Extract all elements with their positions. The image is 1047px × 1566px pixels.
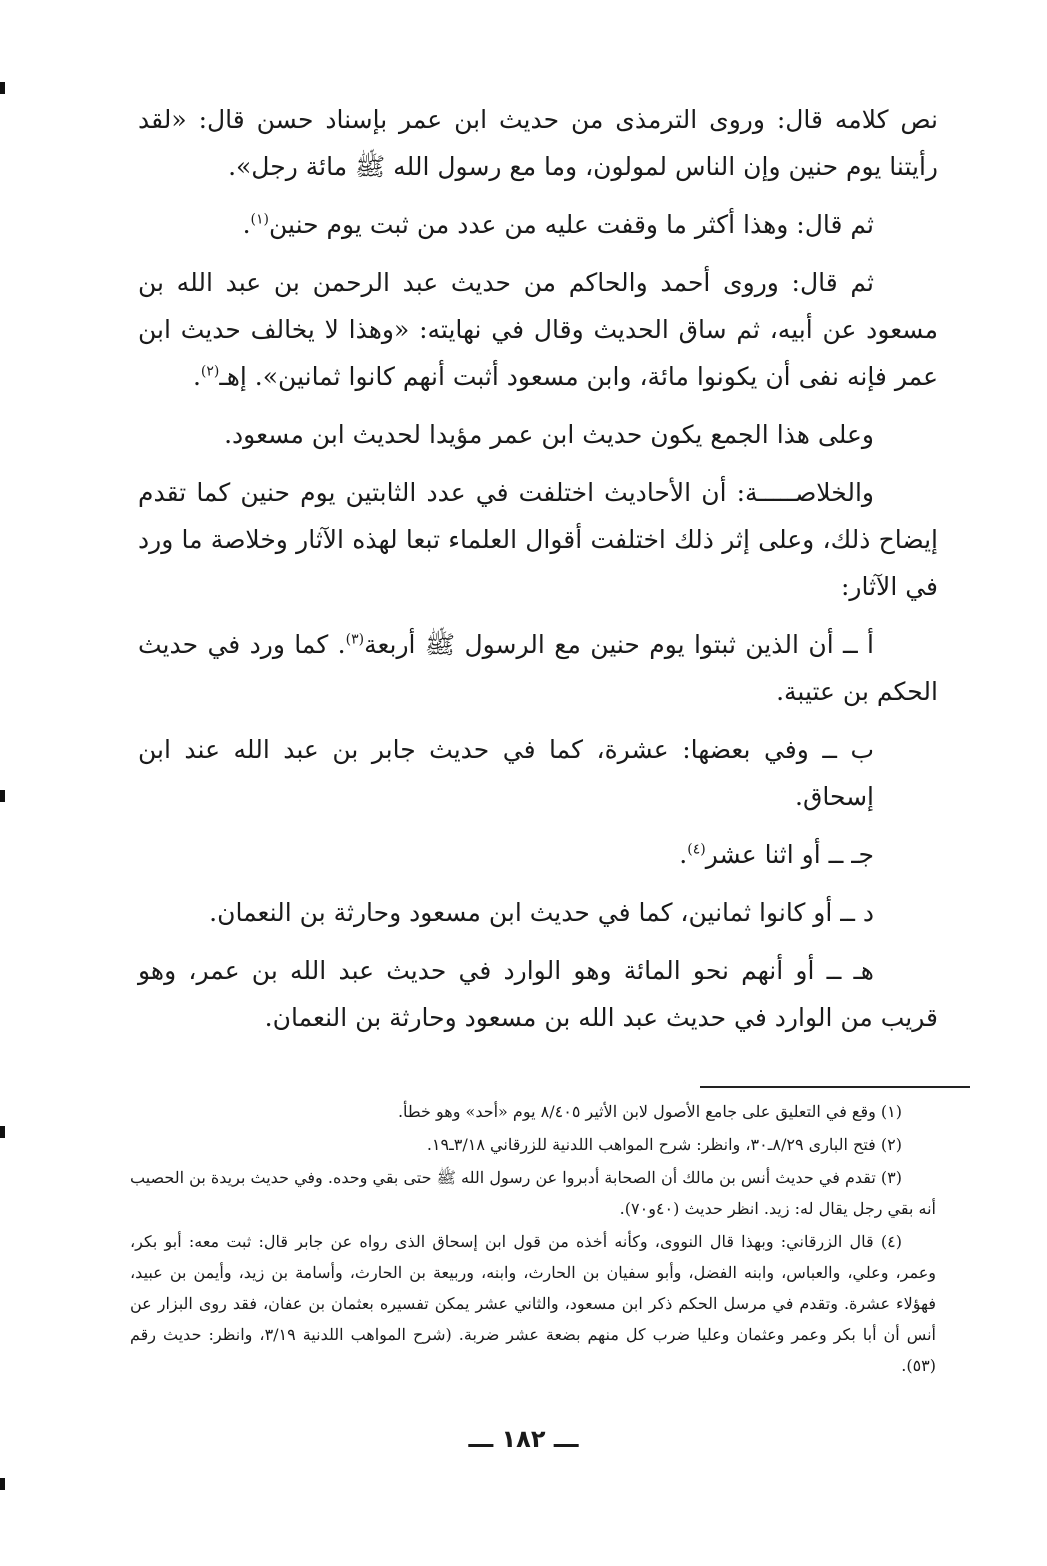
scan-edge-mark <box>0 82 5 94</box>
footnotes <box>130 1096 936 1383</box>
scan-edge-mark <box>0 1478 5 1490</box>
paragraph: وعلى هذا الجمع يكون حديث ابن عمر مؤيدا لحديث ابن مسعود. <box>224 420 874 449</box>
footnote: (٣) تقدم في حديث أنس بن مالك أن الصحابة أدبروا عن رسول الله ﷺ حتى بقي وحده. وفي حديث بريدة بن الحصيب أنه بقي رجل يقال له: زيد. انظر حديث (٤٠و٧٠). <box>130 1168 936 1218</box>
footnote: (٤) قال الزرقاني: وبهذا قال النووى، وكأنه أخذه من قول ابن إسحاق الذى رواه عن جابر قال: ثبت معه: أبو بكر، وعمر، وعلي، والعباس، وابنه الفضل، وأبو سفيان بن الحارث، وابنه، وربيعة بن الحارث، وأسامة بن زيد، وأيمن بن عبيد، فهؤلاء عشرة. وتقدم في مرسل الحكم ذكر ابن مسعود، والثاني عشر يمكن تفسيره بعثمان بن عفان، فقد روى البزار عن أنس أن أبا بكر وعمر وعثمان وعليا ضرب كل منهم بضعة عشر ضربة. (شرح المواهب اللدنية ٣/١٩، وانظر: حديث رقم (٥٣). <box>130 1232 936 1375</box>
footnote-divider <box>700 1086 970 1088</box>
footnote: (٢) فتح البارى ٨/٢٩ـ٣٠، وانظر: شرح المواهب اللدنية للزرقاني ٣/١٨ـ١٩. <box>426 1135 902 1154</box>
page-number: ـــ ١٨٢ ـــ <box>468 1425 579 1453</box>
paragraph: ثم قال: وروى أحمد والحاكم من حديث عبد الرحمن بن عبد الله بن مسعود عن أبيه، ثم ساق الحديث وقال في نهايته: «وهذا لا يخالف حديث ابن عمر فإنه نفى أن يكونوا مائة، وابن مسعود أثبت أنهم كانوا ثمانين». إهـ$^{(٢)}$. <box>138 268 938 391</box>
scan-edge-mark <box>0 790 5 802</box>
paragraph: نص كلامه قال: وروى الترمذى من حديث ابن عمر بإسناد حسن قال: «لقد رأيتنا يوم حنين وإن الناس لمولون، وما مع رسول الله ﷺ مائة رجل». <box>138 105 938 181</box>
main-text <box>138 96 938 1052</box>
list-item: د ــ أو كانوا ثمانين، كما في حديث ابن مسعود وحارثة بن النعمان. <box>209 898 874 927</box>
footnote-ref[interactable]: (٤) <box>687 841 706 858</box>
list-item: هـ ــ أو أنهم نحو المائة وهو الوارد في حديث عبد الله بن عمر، وهو قريب من الوارد في حديث عبد الله بن مسعود وحارثة بن النعمان. <box>138 956 938 1032</box>
list-item: أ ــ أن الذين ثبتوا يوم حنين مع الرسول ﷺ أربعة$^{(٣)}$. كما ورد في حديث الحكم بن عتيبة. <box>138 630 938 706</box>
paragraph: ثم قال: وهذا أكثر ما وقفت عليه من عدد من ثبت يوم حنين$^{(١)}$. <box>242 210 874 239</box>
scan-edge-mark <box>0 1126 5 1138</box>
footnote-ref[interactable]: (٣) <box>345 631 365 648</box>
footnote: (١) وقع في التعليق على جامع الأصول لابن الأثير ٨/٤٠٥ يوم «أحد» وهو خطأ. <box>397 1102 902 1121</box>
footnote-ref[interactable]: (٢) <box>200 363 220 380</box>
paragraph: والخلاصـــــة: أن الأحاديث اختلفت في عدد الثابتين يوم حنين كما تقدم إيضاح ذلك، وعلى إثر ذلك اختلفت أقوال العلماء تبعا لهذه الآثار وخلاصة ما ورد في الآثار: <box>138 478 938 601</box>
list-item: ب ــ وفي بعضها: عشرة، كما في حديث جابر بن عبد الله عند ابن إسحاق. <box>138 735 874 811</box>
footnote-ref[interactable]: (١) <box>250 211 270 228</box>
list-item: جـ ــ أو اثنا عشر$^{(٤)}$. <box>679 840 874 869</box>
